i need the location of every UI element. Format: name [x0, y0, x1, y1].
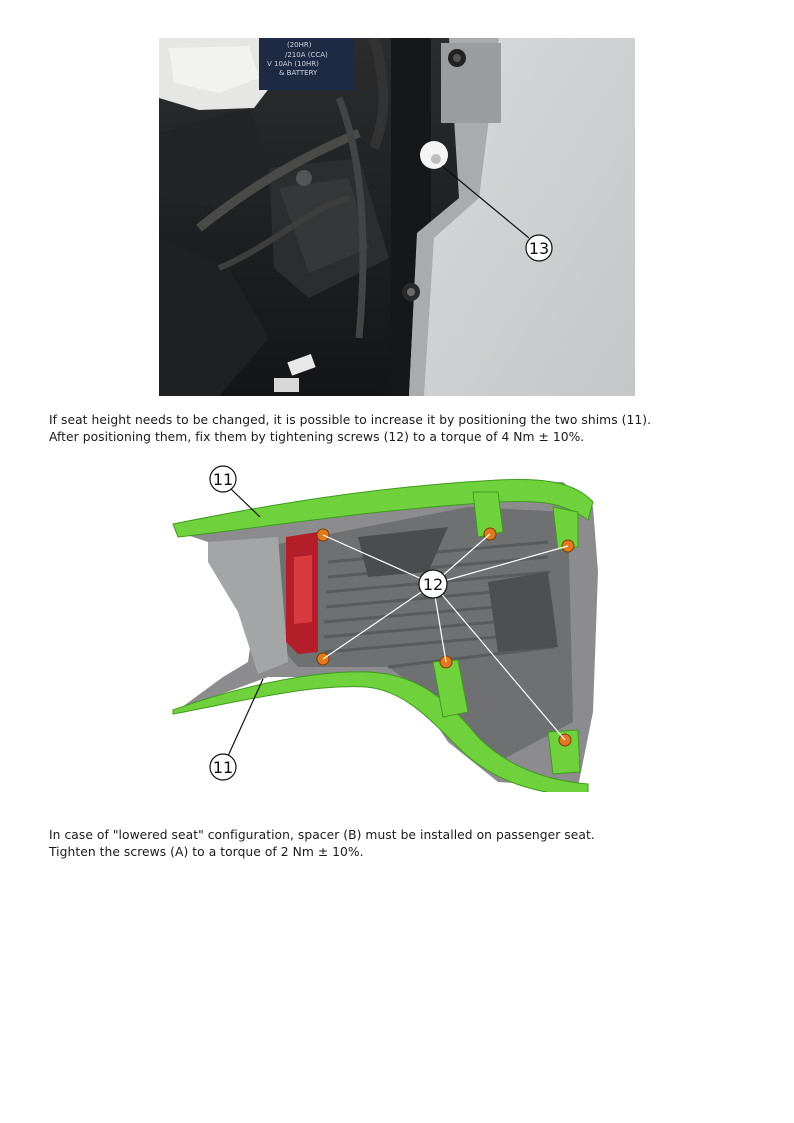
instruction-line: Tighten the screws (A) to a torque of 2 Nm ± 10%.	[49, 845, 364, 859]
battery-label-3: V 10Ah (10HR)	[267, 60, 319, 68]
seat-underside-diagram	[168, 462, 608, 792]
battery-label-2: /210A (CCA)	[285, 51, 328, 59]
battery-area-photo	[159, 38, 635, 396]
battery-label-4: & BATTERY	[279, 69, 318, 77]
instruction-line: In case of "lowered seat" configuration, spacer (B) must be installed on passenger seat.	[49, 828, 595, 842]
callout-11-bottom-label: 11	[212, 758, 234, 777]
instructions-lowered-seat	[49, 827, 595, 861]
instructions-seat-height	[49, 412, 651, 446]
callout-12-label: 12	[422, 575, 444, 594]
callout-11-top-label: 11	[212, 470, 234, 489]
battery-label-1: (20HR)	[287, 41, 312, 49]
instruction-line: If seat height needs to be changed, it is possible to increase it by positioning the two shims (11).	[49, 413, 652, 427]
callout-13-label: 13	[528, 239, 550, 258]
instruction-line: After positioning them, fix them by tightening screws (12) to a torque of 4 Nm ± 10%.	[49, 430, 585, 444]
